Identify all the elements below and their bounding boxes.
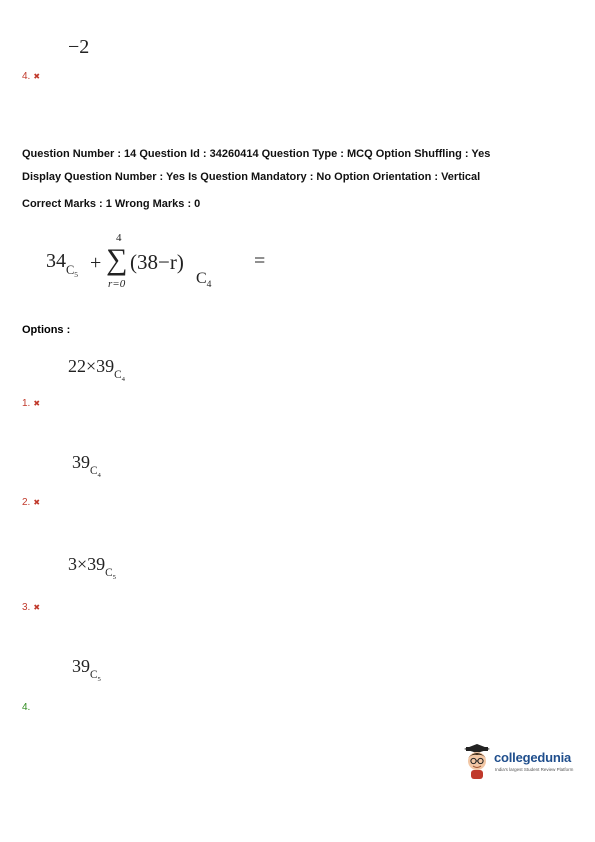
formula-plus: +: [90, 252, 102, 274]
formula-equals: =: [254, 250, 266, 272]
previous-option-formula: −2: [68, 36, 90, 58]
formula-term-subscript: $C_4$: [196, 270, 212, 291]
option-4[interactable]: [22, 697, 30, 715]
option-number: 4.: [22, 702, 31, 713]
wrong-mark-icon: ✖: [33, 399, 41, 408]
sum-lower-limit: r=0: [108, 278, 126, 290]
options-label: Options :: [22, 324, 71, 336]
wrong-mark-icon: ✖: [33, 72, 41, 81]
option-number: 4.: [22, 71, 31, 82]
option-number: 3.: [22, 602, 31, 613]
option-2[interactable]: [22, 492, 40, 510]
previous-option-4: [22, 66, 40, 84]
option-2-formula: $39_{C_4}$: [72, 452, 101, 480]
logo-name: collegedunia: [494, 750, 572, 765]
option-1[interactable]: [22, 393, 40, 411]
question-formula: [46, 230, 286, 300]
option-number: 2.: [22, 497, 31, 508]
mascot-icon: [462, 744, 492, 780]
question-meta-line-1: Question Number : 14 Question Id : 34260414 Question Type : MCQ Option Shuffling : Yes: [22, 148, 491, 160]
option-1-formula: $22\times 39_{C_4}$: [68, 356, 125, 384]
collegedunia-logo: [462, 744, 582, 784]
wrong-mark-icon: ✖: [33, 498, 41, 507]
formula-term: (38−r): [130, 250, 184, 274]
option-3-formula: $3\times 39_{C_5}$: [68, 554, 116, 582]
option-number: 1.: [22, 398, 31, 409]
formula-base: $34_{C_5}$: [46, 250, 78, 280]
sum-symbol: ∑: [106, 243, 128, 276]
wrong-mark-icon: ✖: [33, 603, 41, 612]
option-4-formula: $39_{C_5}$: [72, 656, 101, 684]
logo-tagline: India's largest Student Review Platform: [495, 767, 574, 772]
sum-upper-limit: 4: [116, 232, 122, 244]
question-meta-line-2: Display Question Number : Yes Is Question Mandatory : No Option Orientation : Vertical: [22, 171, 481, 183]
question-meta-line-3: Correct Marks : 1 Wrong Marks : 0: [22, 198, 201, 210]
option-3[interactable]: [22, 597, 40, 615]
